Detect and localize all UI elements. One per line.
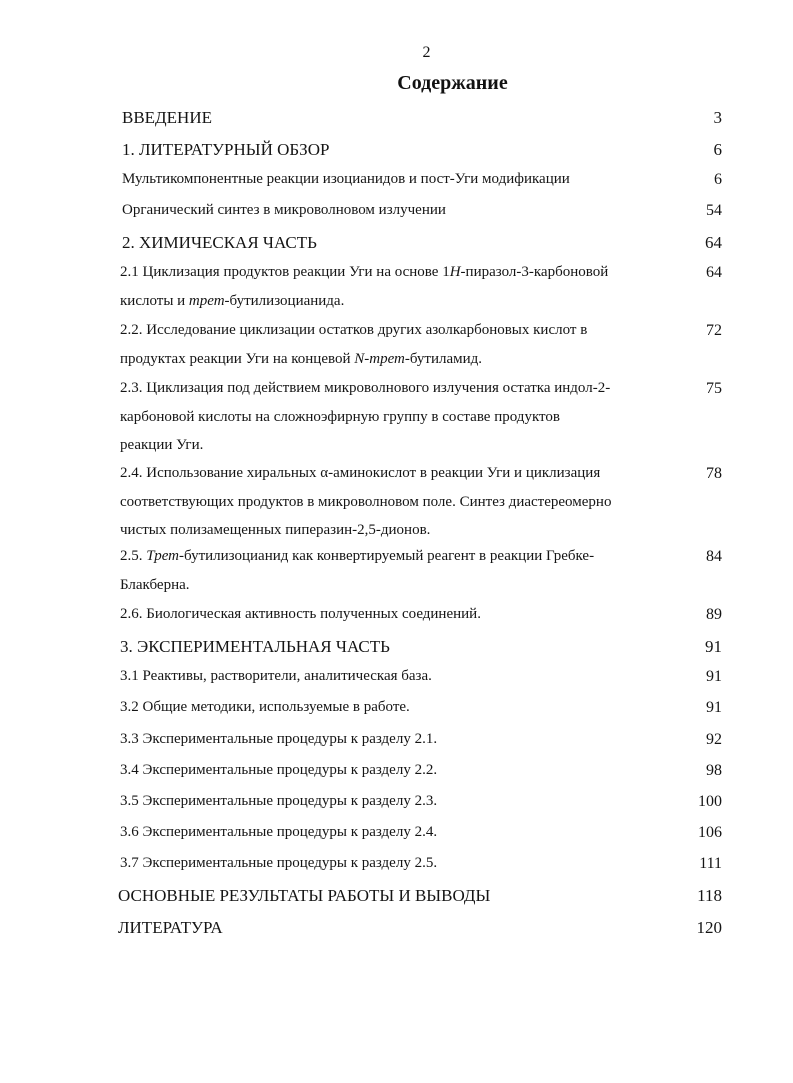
page-number: 2 (422, 44, 431, 61)
toc-entry-line: 2.2. Исследование циклизации остатков других азолкарбоновых кислот в (120, 322, 588, 338)
page-title: Содержание (397, 72, 508, 94)
toc-entry-text: 3.6 Экспериментальные процедуры к разделу 2.4. (120, 824, 438, 840)
toc-entry-page: 120 (696, 918, 722, 937)
toc-entry-line: 2.3. Циклизация под действием микроволнового излучения остатка индол-2- (120, 380, 611, 396)
toc-entry-line: 2.1 Циклизация продуктов реакции Уги на основе 1H-пиразол-3-карбоновой (120, 264, 609, 280)
toc-entry-text: 3.5 Экспериментальные процедуры к разделу 2.3. (120, 793, 438, 809)
toc-entry-text: Мультикомпонентные реакции изоцианидов и пост-Уги модификации (122, 171, 570, 187)
toc-entry-text: 3.4 Экспериментальные процедуры к разделу 2.2. (120, 762, 438, 778)
toc-entry-text: ЛИТЕРАТУРА (118, 918, 223, 937)
toc-entry-text: 3.7 Экспериментальные процедуры к разделу 2.5. (120, 855, 438, 871)
toc-entry-text: 3.3 Экспериментальные процедуры к разделу 2.1. (120, 731, 438, 747)
toc-entry-page: 64 (706, 264, 722, 281)
toc-entry-line: реакции Уги. (120, 437, 204, 453)
toc-entry-line: карбоновой кислоты на сложноэфирную группу в составе продуктов (120, 409, 560, 425)
toc-entry-text: 3.1 Реактивы, растворители, аналитическая база. (120, 668, 432, 684)
toc-entry-page: 98 (706, 762, 722, 779)
toc-entry-line: 2.5. Трет-бутилизоцианид как конвертируемый реагент в реакции Гребке- (120, 548, 595, 564)
toc-entry-page: 91 (706, 668, 722, 685)
toc-entry-text: 1. ЛИТЕРАТУРНЫЙ ОБЗОР (122, 140, 330, 159)
toc-entry-page: 3 (713, 108, 722, 127)
toc-entry-line: чистых полизамещенных пиперазин-2,5-дионов. (120, 522, 431, 538)
toc-entry-page: 6 (714, 171, 722, 188)
toc-entry-page: 72 (706, 322, 722, 339)
toc-entry-page: 100 (698, 793, 722, 810)
toc-entry-text: ВВЕДЕНИЕ (122, 108, 212, 127)
toc-entry-text: Органический синтез в микроволновом излучении (122, 202, 446, 218)
toc-entry-page: 54 (706, 202, 722, 219)
toc-entry-line: соответствующих продуктов в микроволновом поле. Синтез диастереомерно (120, 494, 612, 510)
toc-entry-page: 78 (706, 465, 722, 482)
toc-entry-page: 84 (706, 548, 722, 565)
toc-entry-page: 111 (699, 855, 722, 872)
toc-entry-text: 3.2 Общие методики, используемые в работе. (120, 699, 410, 715)
toc-entry-page: 92 (706, 731, 722, 748)
toc-entry-line: продуктах реакции Уги на концевой N-трет-бутиламид. (120, 351, 483, 367)
toc-entry-line: кислоты и трет-бутилизоцианида. (120, 293, 345, 309)
toc-entry-page: 64 (705, 233, 722, 252)
toc-entry-page: 75 (706, 380, 722, 397)
toc-entry-page: 6 (713, 140, 722, 159)
toc-entry-text: 2. ХИМИЧЕСКАЯ ЧАСТЬ (122, 233, 317, 252)
toc-entry-page: 91 (705, 637, 722, 656)
toc-entry-text: ОСНОВНЫЕ РЕЗУЛЬТАТЫ РАБОТЫ И ВЫВОДЫ (118, 886, 491, 905)
toc-entry-line: 2.4. Использование хиральных α-аминокислот в реакции Уги и циклизация (120, 465, 601, 481)
toc-entry-text: 3. ЭКСПЕРИМЕНТАЛЬНАЯ ЧАСТЬ (120, 637, 390, 656)
toc-entry-line: Блакберна. (120, 577, 190, 593)
toc-entry-page: 106 (698, 824, 722, 841)
toc-entry-page: 91 (706, 699, 722, 716)
toc-entry-page: 118 (697, 886, 722, 905)
toc-entry-page: 89 (706, 606, 722, 623)
toc-entry-text: 2.6. Биологическая активность полученных соединений. (120, 606, 481, 622)
